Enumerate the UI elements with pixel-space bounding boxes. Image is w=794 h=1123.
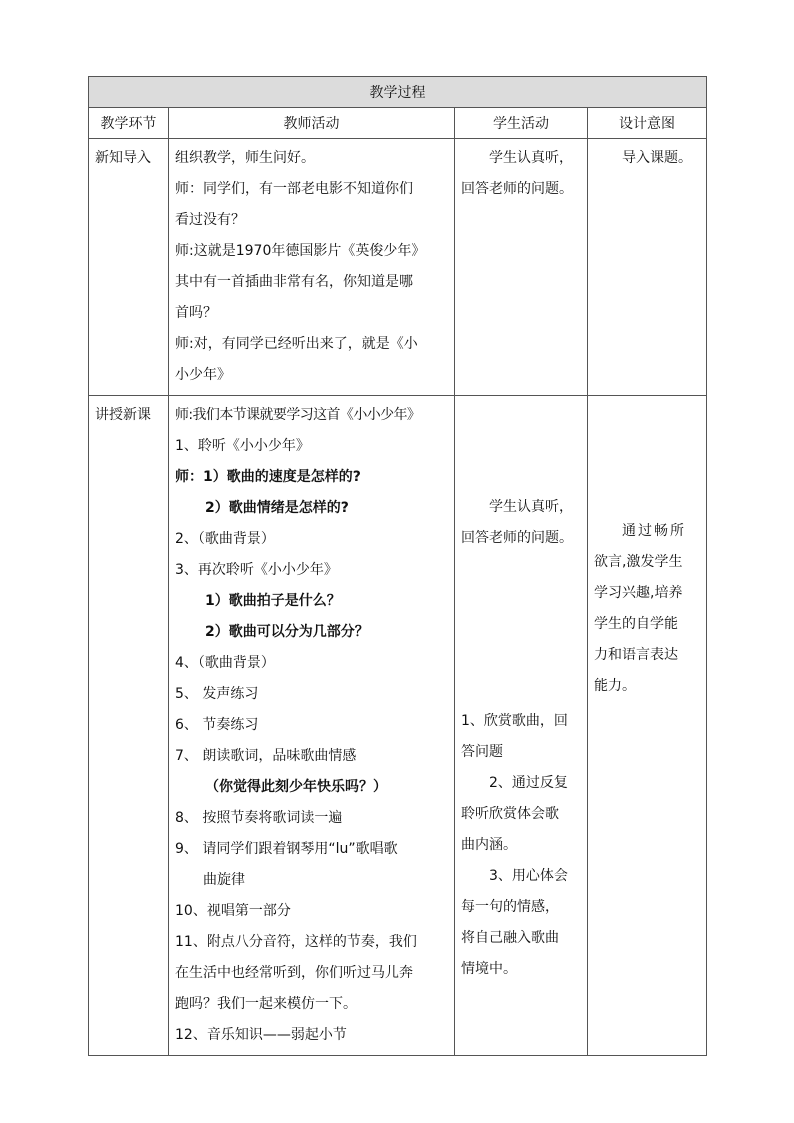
stage-cell (89, 139, 169, 396)
table-title-row (89, 77, 707, 108)
intent-line: 力和语言表达 (594, 647, 678, 663)
table-title: 教学过程 (89, 77, 707, 108)
col-header-student: 学生活动 (455, 108, 588, 139)
teacher-question: 2）歌曲可以分为几部分？ (205, 624, 369, 640)
teacher-line: 组织教学，师生问好。 (175, 150, 315, 166)
teacher-line: 11、附点八分音符，这样的节奏，我们 (175, 934, 417, 950)
teacher-line: 2、（歌曲背景） (175, 531, 275, 547)
teacher-line: 其中有一首插曲非常有名，你知道是哪 (175, 274, 413, 290)
student-line: 1、欣赏歌曲，回 (461, 713, 568, 729)
student-line: 将自己融入歌曲 (461, 930, 559, 946)
teacher-line: 10、视唱第一部分 (175, 903, 291, 919)
teacher-line: 师：同学们，有一部老电影不知道你们 (175, 181, 413, 197)
teacher-line: 7、 朗读歌词，品味歌曲情感 (175, 748, 357, 764)
student-line: 2、通过反复 (489, 775, 568, 791)
student-line: 聆听欣赏体会歌 (461, 806, 559, 822)
teacher-question: 1）歌曲拍子是什么？ (205, 593, 341, 609)
intent-line: 学习兴趣,培养 (594, 585, 683, 601)
student-line: 3、用心体会 (489, 868, 568, 884)
teacher-question: 2）歌曲情绪是怎样的? (205, 500, 349, 516)
teacher-line: 曲旋律 (203, 872, 245, 888)
student-line: 学生认真听， (489, 150, 573, 166)
teacher-line: 3、再次聆听《小小少年》 (175, 562, 338, 578)
col-header-teacher: 教师活动 (169, 108, 455, 139)
teacher-line: 师:这就是1970年德国影片《英俊少年》 (175, 243, 426, 259)
teacher-activity-cell (169, 396, 455, 1056)
table-row (89, 396, 707, 1056)
student-line: 每一句的情感， (461, 899, 559, 915)
teacher-line: 师:对，有同学已经听出来了，就是《小 (175, 336, 418, 352)
teacher-line: 在生活中也经常听到，你们听过马儿奔 (175, 965, 413, 981)
teacher-line: 6、 节奏练习 (175, 717, 259, 733)
stage-label: 讲授新课 (95, 407, 151, 423)
col-header-intent: 设计意图 (588, 108, 707, 139)
teaching-process-table (88, 76, 707, 1056)
teacher-line: 12、音乐知识——弱起小节 (175, 1027, 347, 1043)
teacher-line: 首吗？ (175, 305, 217, 321)
design-intent-cell (588, 139, 707, 396)
student-activity-cell (455, 139, 588, 396)
stage-cell (89, 396, 169, 1056)
teacher-line: 看过没有？ (175, 212, 245, 228)
student-line: 曲内涵。 (461, 837, 517, 853)
intent-line: 学生的自学能 (594, 616, 678, 632)
teacher-question: （你觉得此刻少年快乐吗？） (205, 779, 387, 795)
student-line: 学生认真听， (489, 499, 573, 515)
intent-line: 欲言,激发学生 (594, 554, 683, 570)
teacher-line: 9、 请同学们跟着钢琴用“lu”歌唱歌 (175, 841, 398, 857)
teacher-line: 1、聆听《小小少年》 (175, 438, 310, 454)
intent-line: 通过畅所 (622, 523, 686, 539)
student-line: 回答老师的问题。 (461, 530, 573, 546)
teacher-line: 跑吗？我们一起来模仿一下。 (175, 996, 357, 1012)
column-header-row (89, 108, 707, 139)
student-activity-cell (455, 396, 588, 1056)
teacher-line: 8、 按照节奏将歌词读一遍 (175, 810, 343, 826)
intent-line: 能力。 (594, 678, 636, 694)
student-line: 回答老师的问题。 (461, 181, 573, 197)
student-line: 情境中。 (461, 961, 517, 977)
col-header-stage: 教学环节 (89, 108, 169, 139)
table-row (89, 139, 707, 396)
teacher-line: 师:我们本节课就要学习这首《小小少年》 (175, 407, 421, 423)
teacher-activity-cell (169, 139, 455, 396)
intent-text: 导入课题。 (622, 150, 692, 166)
teacher-line: 4、（歌曲背景） (175, 655, 275, 671)
student-line: 答问题 (461, 744, 503, 760)
design-intent-cell (588, 396, 707, 1056)
teacher-line: 小少年》 (175, 367, 231, 383)
stage-label: 新知导入 (95, 150, 151, 166)
teacher-line: 5、 发声练习 (175, 686, 259, 702)
teacher-question: 师：1）歌曲的速度是怎样的? (175, 469, 361, 485)
